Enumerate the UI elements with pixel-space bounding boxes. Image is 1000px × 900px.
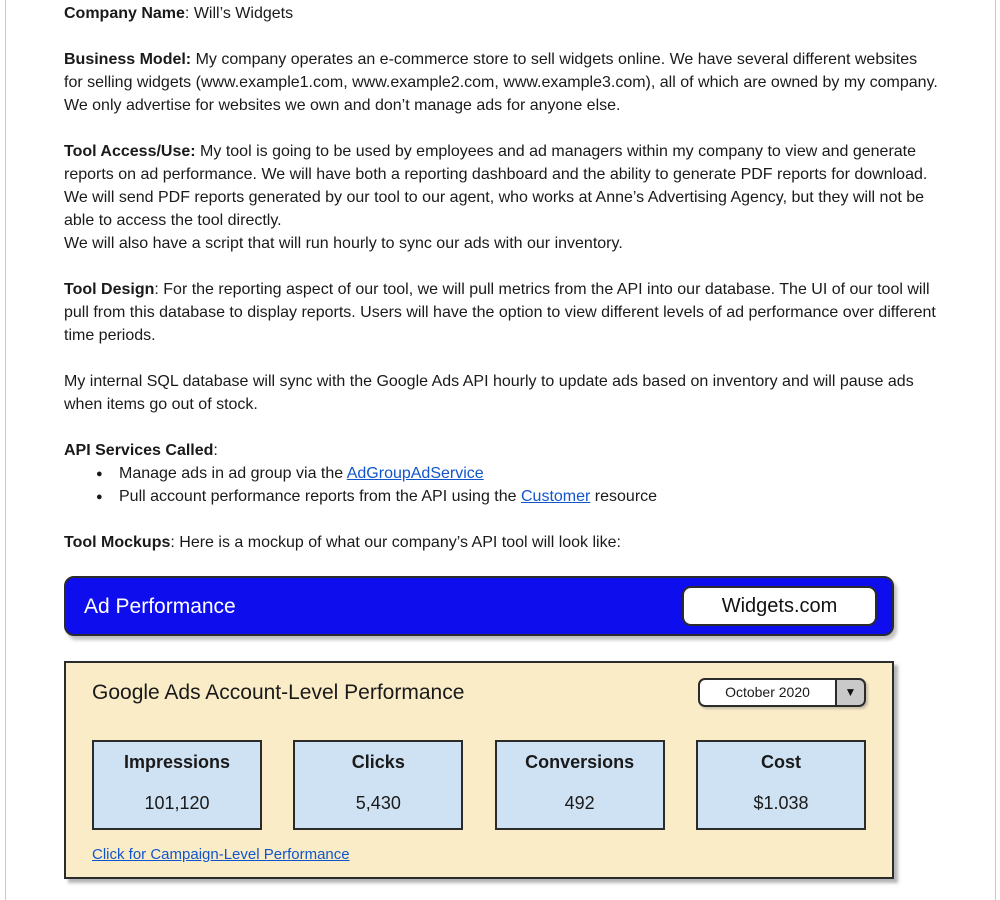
chevron-down-icon[interactable]: ▼: [836, 678, 866, 707]
api-services-label: API Services Called: [64, 442, 214, 459]
business-model-text: My company operates an e-commerce store to sell widgets online. We have several different websites for selling widgets (www.example1.com, www.example2.com, www.example3.com), all of which are owned by my company. We only advertise for websites we own and don’t manage ads for anyone else.: [64, 51, 938, 114]
tool-mockups-text: : Here is a mockup of what our company’s API tool will look like:: [170, 534, 621, 551]
metric-label: Conversions: [525, 752, 635, 772]
bullet-icon: ●: [96, 468, 103, 480]
mockup-header-bar: [64, 576, 894, 636]
metric-cards-row: [92, 740, 866, 830]
widgets-site-button[interactable]: Widgets.com: [682, 586, 877, 626]
panel-title: Google Ads Account-Level Performance: [92, 680, 465, 704]
bullet-icon: ●: [96, 491, 103, 503]
metric-value: 101,120: [144, 793, 210, 813]
tool-mockups-line: [64, 531, 940, 554]
tool-design-paragraph: [64, 278, 940, 347]
business-model-paragraph: [64, 48, 940, 117]
adgroupadservice-link[interactable]: AdGroupAdService: [346, 465, 484, 482]
metric-card-impressions: [92, 740, 262, 830]
mockup-title: Ad Performance: [84, 594, 236, 618]
month-dropdown-value[interactable]: October 2020: [698, 678, 836, 707]
tool-access-line2: We will also have a script that will run hourly to sync our ads with our inventory.: [64, 235, 623, 252]
api-services-colon: :: [213, 442, 218, 459]
bullet-text: Pull account performance reports from the API using the: [119, 488, 521, 505]
performance-panel: [64, 661, 894, 879]
tool-design-text: : For the reporting aspect of our tool, we will pull metrics from the API into our database. The UI of our tool will pull from this database to display reports. Users will have the option to view different levels of ad performance over different time periods.: [64, 281, 936, 344]
document-body: [64, 2, 940, 879]
metric-label: Impressions: [123, 752, 231, 772]
month-dropdown[interactable]: [698, 678, 866, 707]
document-page: [5, 0, 996, 900]
company-name-label: Company Name: [64, 5, 185, 22]
metric-value: $1.038: [753, 793, 809, 813]
campaign-level-link[interactable]: Click for Campaign-Level Performance: [92, 846, 350, 863]
api-services-heading: [64, 439, 940, 462]
panel-header-row: [92, 676, 866, 708]
metric-label: Clicks: [351, 752, 405, 772]
tool-mockups-label: Tool Mockups: [64, 534, 171, 551]
metric-card-cost: [696, 740, 866, 830]
metric-card-clicks: [293, 740, 463, 830]
tool-access-paragraph: [64, 140, 940, 255]
tool-design-label: Tool Design: [64, 281, 155, 298]
bullet-text-post: resource: [590, 488, 658, 505]
tool-access-text: My tool is going to be used by employees and ad managers within my company to view and generate reports on ad performance. We will have both a reporting dashboard and the ability to generate PDF reports for download. We will send PDF reports generated by our tool to our agent, who works at Anne’s Advertising Agency, but they will not be able to access the tool directly.: [64, 143, 928, 229]
list-item: [64, 462, 940, 485]
company-name-value: : Will’s Widgets: [184, 5, 294, 22]
metric-label: Cost: [760, 752, 801, 772]
api-services-list: [64, 462, 940, 508]
tool-access-label: Tool Access/Use:: [64, 143, 196, 160]
company-name-line: [64, 2, 940, 25]
customer-link[interactable]: Customer: [520, 488, 591, 505]
business-model-label: Business Model:: [64, 51, 192, 68]
sql-sync-paragraph: My internal SQL database will sync with the Google Ads API hourly to update ads based on inventory and will pause ads when items go out of stock.: [64, 373, 914, 413]
bullet-text: Manage ads in ad group via the: [119, 465, 347, 482]
list-item: [64, 485, 940, 508]
metric-value: 492: [564, 793, 595, 813]
metric-value: 5,430: [355, 793, 401, 813]
metric-card-conversions: [495, 740, 665, 830]
